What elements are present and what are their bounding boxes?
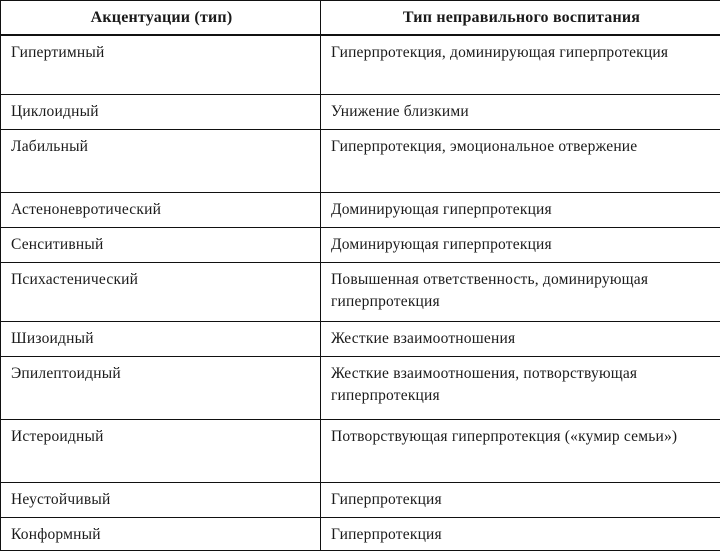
table-row — [1, 193, 720, 228]
upbringing-cell: Потворствующая гиперпротекция («кумир семьи») — [321, 420, 720, 483]
accentuation-cell: Шизоидный — [1, 322, 321, 357]
upbringing-cell: Унижение близкими — [321, 95, 720, 130]
table-row — [1, 35, 720, 95]
table-row — [1, 130, 720, 193]
accentuation-cell: Психастенический — [1, 263, 321, 322]
accentuation-cell: Сенситивный — [1, 228, 321, 263]
header-accentuation-type: Акцентуации (тип) — [1, 1, 321, 36]
accentuation-cell: Эпилептоидный — [1, 357, 321, 420]
upbringing-cell: Жесткие взаимоотношения, потворствующая гиперпротекция — [321, 357, 720, 420]
upbringing-cell: Жесткие взаимоотношения — [321, 322, 720, 357]
accentuation-cell: Истероидный — [1, 420, 321, 483]
table-row — [1, 95, 720, 130]
table-row — [1, 263, 720, 322]
accentuation-cell: Гипертимный — [1, 35, 321, 95]
table-row — [1, 483, 720, 518]
accentuation-cell: Конформный — [1, 518, 321, 551]
upbringing-cell: Гиперпротекция, доминирующая гиперпротекция — [321, 35, 720, 95]
table-row — [1, 228, 720, 263]
accentuation-cell: Астеноневротический — [1, 193, 321, 228]
upbringing-cell: Повышенная ответственность, доминирующая гиперпротекция — [321, 263, 720, 322]
upbringing-cell: Гиперпротекция — [321, 483, 720, 518]
table-row — [1, 420, 720, 483]
upbringing-cell: Гиперпротекция — [321, 518, 720, 551]
accentuation-cell: Циклоидный — [1, 95, 321, 130]
header-upbringing-type: Тип неправильного воспитания — [321, 1, 720, 36]
table-row — [1, 322, 720, 357]
upbringing-cell: Доминирующая гиперпротекция — [321, 193, 720, 228]
upbringing-cell: Гиперпротекция, эмоциональное отвержение — [321, 130, 720, 193]
table-header-row — [1, 1, 720, 36]
table-row — [1, 357, 720, 420]
upbringing-cell: Доминирующая гиперпротекция — [321, 228, 720, 263]
accentuation-cell: Неустойчивый — [1, 483, 321, 518]
accentuation-cell: Лабильный — [1, 130, 321, 193]
table-row — [1, 518, 720, 551]
